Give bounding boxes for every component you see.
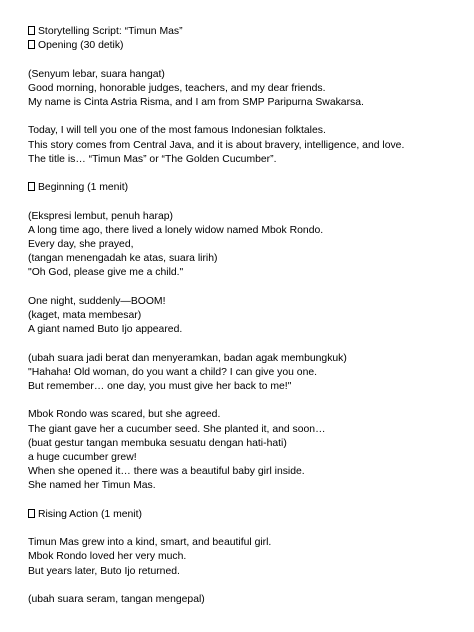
story-intro-line: This story comes from Central Java, and it is about bravery, intelligence, and love. — [28, 139, 405, 151]
document-title: Storytelling Script: “Timun Mas” — [38, 26, 183, 37]
story-line: (ubah suara seram, tangan mengepal) — [28, 593, 205, 605]
missing-glyph-icon — [28, 509, 35, 518]
introduction-line: My name is Cinta Astria Risma, and I am from SMP Paripurna Swakarsa. — [28, 97, 364, 108]
story-line: (kaget, mata membesar) — [28, 309, 142, 321]
story-line: One night, suddenly—BOOM! — [28, 295, 166, 307]
missing-glyph-icon — [28, 40, 35, 49]
story-line: When she opened it… there was a beautiful baby girl inside. — [28, 466, 305, 478]
story-line: A long time ago, there lived a lonely widow named Mbok Rondo. — [28, 224, 324, 236]
story-line: Mbok Rondo was scared, but she agreed. — [28, 409, 221, 421]
spacer — [28, 337, 460, 351]
story-line: She named her Timun Mas. — [28, 480, 156, 492]
spacer — [28, 281, 460, 295]
beginning-heading: Beginning (1 menit) — [38, 182, 129, 194]
spacer — [28, 579, 460, 593]
story-line: "Oh God, please give me a child." — [28, 267, 184, 279]
greeting-line: Good morning, honorable judges, teachers, and my dear friends. — [28, 82, 326, 94]
story-line: But remember… one day, you must give her back to me!" — [28, 380, 292, 392]
story-line: Every day, she prayed, — [28, 238, 134, 250]
beginning-heading-line — [28, 181, 460, 195]
spacer — [28, 195, 460, 209]
story-intro-line: Today, I will tell you one of the most famous Indonesian folktales. — [28, 125, 326, 137]
story-line: "Hahaha! Old woman, do you want a child? I can give you one. — [28, 366, 318, 378]
story-line: a huge cucumber grew! — [28, 451, 137, 463]
spacer — [28, 494, 460, 508]
story-line: (Ekspresi lembut, penuh harap) — [28, 210, 173, 222]
title-line — [28, 25, 460, 39]
story-line: Mbok Rondo loved her very much. — [28, 551, 187, 563]
opening-heading: Opening (30 detik) — [38, 40, 124, 52]
spacer — [28, 110, 460, 124]
story-line: (tangan menengadah ke atas, suara lirih) — [28, 253, 218, 265]
story-line: (buat gestur tangan membuka sesuatu dengan hati-hati) — [28, 437, 287, 449]
story-line: But years later, Buto Ijo returned. — [28, 565, 180, 577]
spacer — [28, 522, 460, 536]
stage-direction: (Senyum lebar, suara hangat) — [28, 68, 165, 80]
spacer — [28, 53, 460, 67]
story-line: A giant named Buto Ijo appeared. — [28, 324, 183, 336]
spacer — [28, 394, 460, 408]
opening-heading-line — [28, 39, 460, 53]
document-page — [28, 25, 460, 607]
story-line: Timun Mas grew into a kind, smart, and beautiful girl. — [28, 537, 272, 549]
missing-glyph-icon — [28, 26, 35, 35]
story-intro-line: The title is… “Timun Mas” or “The Golden Cucumber”. — [28, 153, 277, 165]
missing-glyph-icon — [28, 182, 35, 191]
rising-heading-line — [28, 508, 460, 522]
rising-action-heading: Rising Action (1 menit) — [38, 508, 142, 520]
spacer — [28, 167, 460, 181]
story-line: (ubah suara jadi berat dan menyeramkan, badan agak membungkuk) — [28, 352, 347, 364]
story-line: The giant gave her a cucumber seed. She planted it, and soon… — [28, 423, 326, 435]
